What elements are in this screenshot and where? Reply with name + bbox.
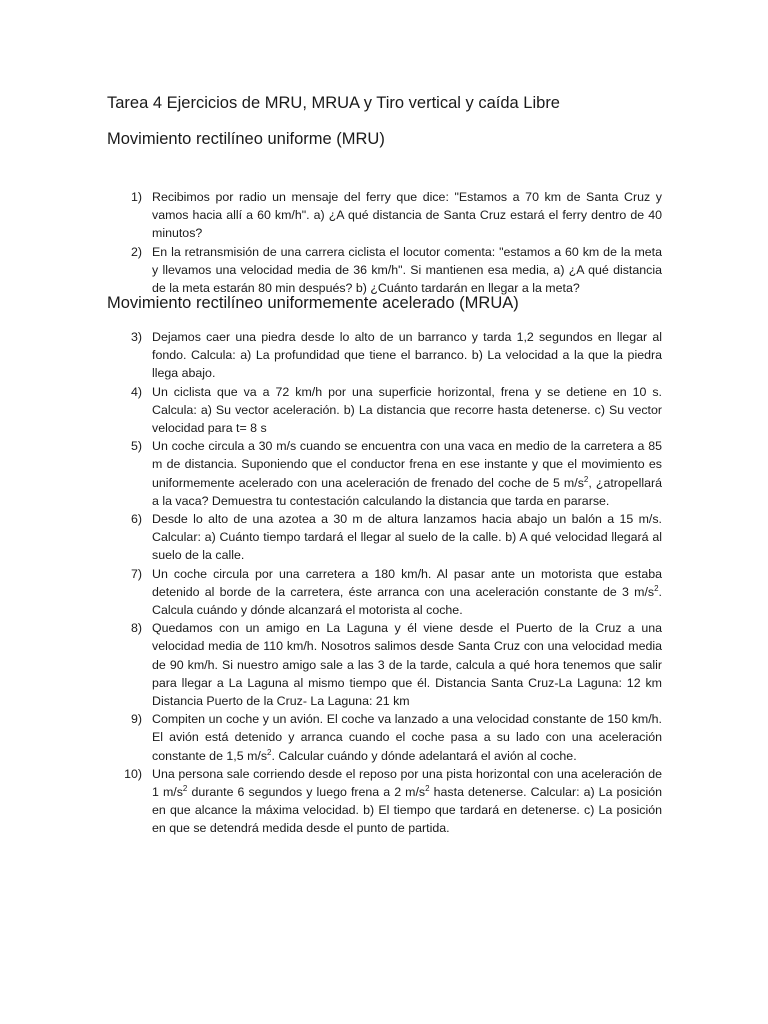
exercise-item xyxy=(0,565,768,620)
exercise-number: 3) xyxy=(130,330,142,344)
exercise-item xyxy=(0,243,768,298)
exercise-list-mrua xyxy=(0,328,768,838)
exercise-number: 7) xyxy=(130,566,142,581)
exercise-text: Un ciclista que va a 72 km/h por una superficie horizontal, frena y se detiene en 10 s. Calcula: a) Su vector aceleración. b) La distancia que recorre hasta detenerse. c) Su vector velocidad para t= 8 s xyxy=(152,384,662,436)
exercise-item xyxy=(0,619,768,710)
exercise-text: Una persona sale corriendo desde el reposo por una pista horizontal con una aceleración de 1 $m/s^2$ durante 6 segundos y luego frena a 2 $m/s^2$ hasta detenerse. Calcular: a) La posición en que alcance la máxima velocidad. b) El tiempo que tardará en detenerse. c) La posición en que se detendrá medida desde el punto de partida. xyxy=(152,766,662,836)
document-title: Tarea 4 Ejercicios de MRU, MRUA y Tiro vertical y caída Libre xyxy=(107,94,560,112)
exercise-number: 9) xyxy=(130,712,142,727)
section-heading-mrua: Movimiento rectilíneo uniformemente acelerado (MRUA) xyxy=(107,294,519,312)
exercise-number: 2) xyxy=(130,244,142,259)
exercise-number: 10) xyxy=(124,766,142,781)
section-heading-mru: Movimiento rectilíneo uniforme (MRU) xyxy=(107,130,385,148)
exercise-item xyxy=(0,188,768,243)
exercise-item xyxy=(0,510,768,565)
exercise-number: 6) xyxy=(130,512,142,527)
exercise-number: 5) xyxy=(130,439,142,454)
exercise-text: Recibimos por radio un mensaje del ferry que dice: "Estamos a 70 km de Santa Cruz y vamos hacia allí a 60 km/h". a) ¿A qué distancia de Santa Cruz estará el ferry dentro de 40 minutos? xyxy=(152,190,662,241)
exercise-number: 1) xyxy=(130,190,142,204)
exercise-text: Dejamos caer una piedra desde lo alto de un barranco y tarda 1,2 segundos en llegar al fondo. Calcula: a) La profundidad que tiene el barranco. b) La velocidad a la que la piedra llega abajo. xyxy=(152,330,662,381)
exercise-item xyxy=(0,710,768,765)
exercise-text: Compiten un coche y un avión. El coche va lanzado a una velocidad constante de 150 km/h. El avión está detenido y arranca cuando el coche pasa a su lado con una aceleración constante de 1,5 $m/s^2$. Calcular cuándo y dónde adelantará el avión al coche. xyxy=(152,712,662,763)
exercise-item xyxy=(0,328,768,383)
exercise-list-mru xyxy=(0,188,768,297)
exercise-item xyxy=(0,383,768,438)
exercise-text: Desde lo alto de una azotea a 30 m de altura lanzamos hacia abajo un balón a 15 m/s. Calcular: a) Cuánto tiempo tardará el llegar al suelo de la calle. b) A qué velocidad llegará al suelo de la calle. xyxy=(152,512,662,563)
exercise-number: 8) xyxy=(130,621,142,636)
exercise-number: 4) xyxy=(130,384,142,399)
exercise-text: Un coche circula por una carretera a 180 km/h. Al pasar ante un motorista que estaba detenido al borde de la carretera, éste arranca con una aceleración constante de 3 $m/s^2$. Calcula cuándo y dónde alcanzará el motorista al coche. xyxy=(152,566,662,618)
exercise-text: Un coche circula a 30 m/s cuando se encuentra con una vaca en medio de la carretera a 85 m de distancia. Suponiendo que el conductor frena en ese instante y que el movimiento es uniformemente acelerado con una aceleración de frenado del coche de 5 $m/s^2$, ¿atropellará a la vaca? Demuestra tu contestación calculando la distancia que tarda en pararse. xyxy=(152,439,662,508)
exercise-text: Quedamos con un amigo en La Laguna y él viene desde el Puerto de la Cruz a una velocidad media de 110 km/h. Nosotros salimos desde Santa Cruz con una velocidad media de 90 km/h. Si nuestro amigo sale a las 3 de la tarde, calcula a qué hora tenemos que salir para llegar a La Laguna al mismo tiempo que él. Distancia Santa Cruz-La Laguna: 12 km Distancia Puerto de la Cruz- La Laguna: 21 km xyxy=(152,621,662,709)
exercise-text: En la retransmisión de una carrera ciclista el locutor comenta: "estamos a 60 km de la meta y llevamos una velocidad media de 36 km/h". Si mantienen esa media, a) ¿A qué distancia de la meta estarán 80 min después? b) ¿Cuánto tardarán en llegar a la meta? xyxy=(152,244,662,296)
exercise-item xyxy=(0,437,768,510)
exercise-item xyxy=(0,765,768,838)
